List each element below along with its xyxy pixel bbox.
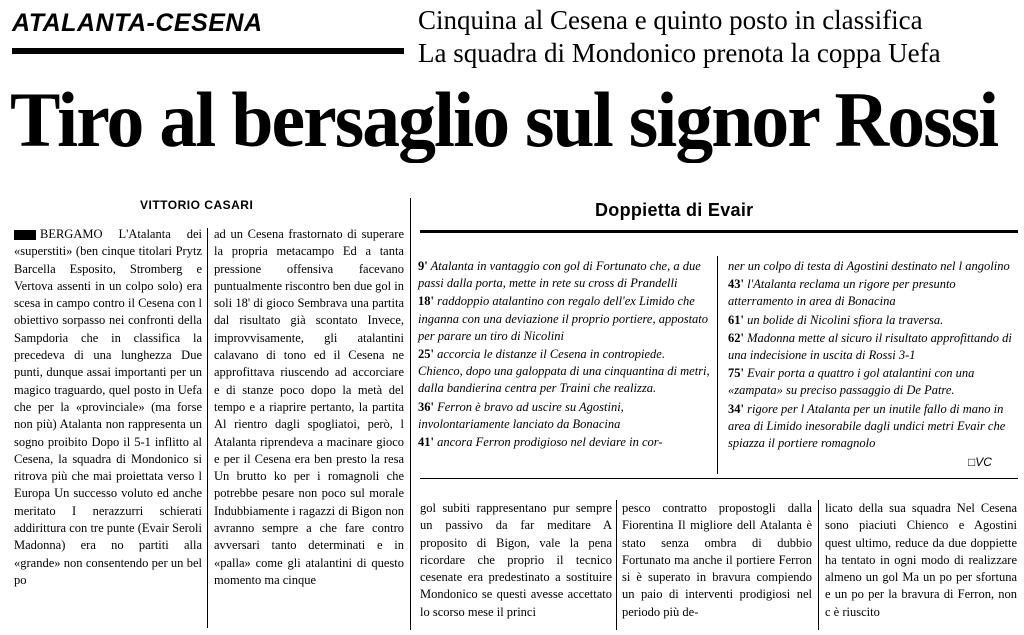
section-kicker (12, 8, 404, 54)
subhead-line-1: Cinquina al Cesena e quinto posto in classifica (418, 5, 923, 35)
event-item: 62' Madonna mette al sicuro il risultato approfittando di una indecisione in uscita di Rossi 3-1 (728, 330, 1012, 363)
event-item: 36' Ferron è bravo ad uscire su Agostini, involontariamente lanciato da Bonacina (418, 399, 624, 431)
kicker-rule (12, 48, 404, 54)
event-item: 61' un bolide di Nicolini sfiora la traversa. (728, 312, 944, 327)
event-item: 75' Evair porta a quattro i gol atalantini con una «zampata» su preciso passaggio di De Patre. (728, 366, 975, 398)
subhead-line-2: La squadra di Mondonico prenota la coppa Uefa (418, 38, 941, 68)
author-signature: □VC (968, 455, 992, 469)
column-divider (818, 500, 819, 630)
dateline-marker (14, 230, 36, 240)
article-column-2 (214, 226, 404, 589)
article-column-1 (14, 226, 202, 589)
column-divider (207, 228, 208, 628)
box-bottom-rule (420, 478, 1018, 479)
column-divider (616, 500, 617, 630)
event-continuation: ner un colpo di testa di Agostini destinato nel l angolino (728, 259, 1010, 273)
headline: Tiro al bersaglio sul signor Rossi (10, 76, 998, 163)
event-item: 25' accorcia le distanze il Cesena in contropiede. Chienco, dopo una galoppata di una cinquantina di metri, dalla bandierina centra per Traini che realizza. (418, 347, 710, 396)
event-item: 41' ancora Ferron prodigioso nel deviare in cor- (418, 435, 663, 450)
dateline: BERGAMO (40, 227, 103, 241)
subheadline (418, 4, 1018, 70)
article-text-1: L'Atalanta dei «superstiti» (ben cinque titolari Prytz Barcella Esposito, Stromberg e Vertova assenti in un colpo solo) era scesa in campo contro il Cesena con l obiettivo sorpasso nei confronti della Sampdoria che in classifica la precedeva di una lunghezza Due punti, dunque assai importanti per un magico traguardo, quel posto in Uefa che per la «provinciale» (ma forse non più) Atalanta non rappresenta un sogno proibito Dopo il 5-1 inflitto al Cesena, la squadra di Mondonico si ritrova più che mai proiettata verso l Europa Un successo voluto ed anche meritato I nerazzurri schierati addirittura con tre punte (Evair Seroli Madonna) era no partiti alla «grande» non consentendo per un bel po (14, 227, 203, 587)
box-title: Doppietta di Evair (595, 200, 754, 220)
event-item: 34' rigore per l Atalanta per un inutile fallo di mano in area di Limido inesorabile dagli undici metri Evair che spiazza il portiere romagnolo (728, 401, 1006, 451)
article-text-2: ad un Cesena frastornato di superare la propria metacampo Ed a tanta pressione offensiva facevano puntualmente riscontro ben due gol in soli 18' di gioco Sembrava una partita dal risultato già scontato Invece, improvvisamente, gli atalantini calavano di tono ed il Cesena ne approfittava riuscendo ad accorciare e di stanze poco dopo la metà del tempo e a riaprire pertanto, la partita Al rientro dagli spogliatoi, però, l Atalanta riprendeva a macinare gioco e per il Cesena era ben presto la resa Un brutto ko per i romagnoli che potrebbe pesare non poco sul morale Indubbiamente i ragazzi di Bigon non avranno sempre a che fare contro avversari tanto determinati e in «palla» come gli atalantini di questo momento ma cinque (214, 227, 404, 587)
chronicle-column-2 (728, 258, 1018, 453)
byline: VITTORIO CASARI (140, 198, 254, 212)
event-item: 9' Atalanta in vantaggio con gol di Fortunato che, a due passi dalla porta, mette in rete su cross di Prandelli (418, 259, 701, 291)
chronicle-column-1 (418, 258, 710, 452)
box-rule (420, 230, 1018, 233)
lower-column-1: gol subiti rappresentano pur sempre un passivo da far meditare A proposito di Bigon, vale la pena ricordare che proprio il tecnico cesenate era predestinato a sostituire Mondonico se questi avesse accettato lo scorso mese il princi (420, 501, 612, 619)
event-item: 43' l'Atalanta reclama un rigore per presunto atterramento in area di Bonacina (728, 277, 956, 309)
lower-column-3: licato della sua squadra Nel Cesena sono piaciuti Chienco e Agostini quest ultimo, reduce da due doppiette ha tentato in ogni modo di realizzare almeno un gol Ma un po per sfortuna e un po per la bravura di Ferron, non c è riuscito (825, 501, 1017, 619)
event-item: 18' raddoppio atalantino con regalo dell'ex Limido che inganna con una deviazione il proprio portiere, appostato per parare un tiro di Nicolini (418, 294, 709, 343)
kicker-label: ATALANTA-CESENA (12, 9, 263, 37)
lower-column-2: pesco contratto propostogli dalla Fiorentina Il migliore dell Atalanta è stato senza ombra di dubbio Fortunato ma anche il portiere Ferron si è superato in bravura compiendo un paio di interventi prodigiosi nel periodo più de- (622, 501, 812, 619)
box-column-divider (717, 256, 718, 474)
column-divider (410, 198, 411, 630)
